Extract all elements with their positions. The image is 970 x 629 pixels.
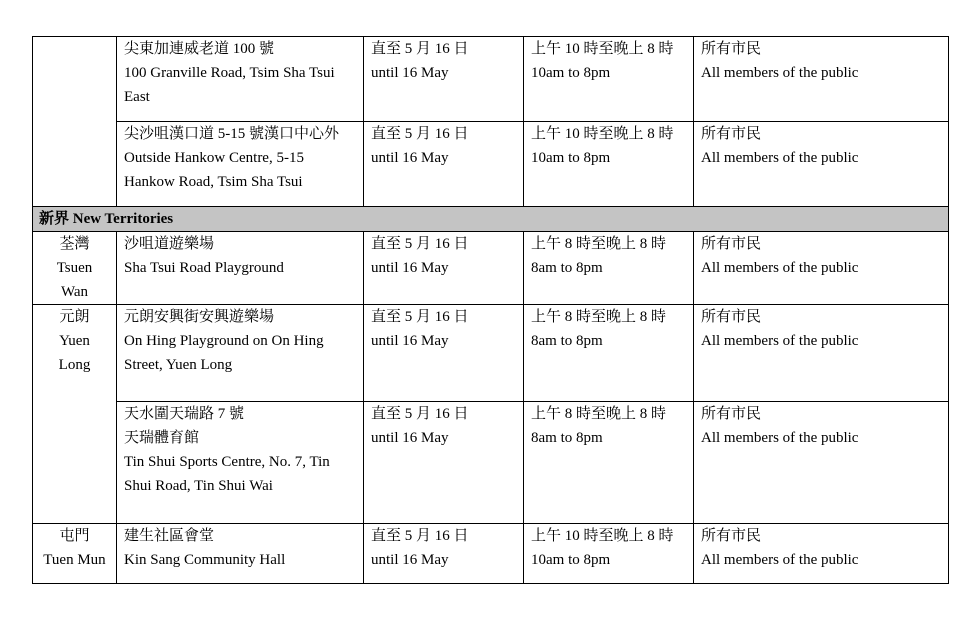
table-row <box>33 402 949 524</box>
table-row <box>33 524 949 584</box>
time-en: 10am to 8pm <box>531 552 611 568</box>
location-zh: 天瑞體育館 <box>124 430 200 446</box>
date-cell <box>364 524 524 584</box>
location-cell <box>117 305 364 402</box>
date-cell <box>364 122 524 207</box>
eligibility-en: All members of the public <box>701 150 859 166</box>
eligibility-zh: 所有市民 <box>701 126 762 142</box>
time-en: 8am to 8pm <box>531 260 603 276</box>
time-cell <box>524 305 694 402</box>
eligibility-cell <box>694 122 949 207</box>
location-en-line: East <box>124 89 150 105</box>
district-cell <box>33 305 117 524</box>
date-cell <box>364 402 524 524</box>
date-zh: 直至 5 月 16 日 <box>371 236 469 252</box>
date-zh: 直至 5 月 16 日 <box>371 309 469 325</box>
eligibility-en: All members of the public <box>701 65 859 81</box>
table-row <box>33 37 949 122</box>
time-zh: 上午 10 時至晚上 8 時 <box>531 528 674 544</box>
time-zh: 上午 8 時至晚上 8 時 <box>531 309 667 325</box>
time-cell <box>524 402 694 524</box>
district-en-line: Tuen Mun <box>43 552 106 568</box>
eligibility-cell <box>694 305 949 402</box>
table-row <box>33 122 949 207</box>
eligibility-zh: 所有市民 <box>701 406 762 422</box>
location-en-line: Hankow Road, Tsim Sha Tsui <box>124 174 303 190</box>
location-en-line: Kin Sang Community Hall <box>124 552 286 568</box>
location-zh: 尖沙咀漢口道 5-15 號漢口中心外 <box>124 126 339 142</box>
eligibility-en: All members of the public <box>701 333 859 349</box>
date-en: until 16 May <box>371 150 449 166</box>
time-zh: 上午 8 時至晚上 8 時 <box>531 406 667 422</box>
location-en-line: Sha Tsui Road Playground <box>124 260 284 276</box>
location-en-line: Tin Shui Sports Centre, No. 7, Tin <box>124 454 330 470</box>
location-en-line: 100 Granville Road, Tsim Sha Tsui <box>124 65 335 81</box>
eligibility-en: All members of the public <box>701 430 859 446</box>
date-en: until 16 May <box>371 260 449 276</box>
date-cell <box>364 232 524 305</box>
eligibility-zh: 所有市民 <box>701 41 762 57</box>
eligibility-zh: 所有市民 <box>701 236 762 252</box>
time-zh: 上午 8 時至晚上 8 時 <box>531 236 667 252</box>
date-cell <box>364 37 524 122</box>
date-zh: 直至 5 月 16 日 <box>371 41 469 57</box>
date-en: until 16 May <box>371 552 449 568</box>
location-cell <box>117 402 364 524</box>
location-en-line: Shui Road, Tin Shui Wai <box>124 478 273 494</box>
location-zh: 建生社區會堂 <box>124 528 215 544</box>
location-cell <box>117 232 364 305</box>
eligibility-en: All members of the public <box>701 552 859 568</box>
location-en-line: Outside Hankow Centre, 5-15 <box>124 150 304 166</box>
eligibility-cell <box>694 524 949 584</box>
date-cell <box>364 305 524 402</box>
time-cell <box>524 37 694 122</box>
location-zh: 天水圍天瑞路 7 號 <box>124 406 245 422</box>
table-row <box>33 232 949 305</box>
table-row <box>33 305 949 402</box>
district-zh: 荃灣 <box>59 236 90 252</box>
region-header-row <box>33 207 949 232</box>
district-cell <box>33 232 117 305</box>
eligibility-cell <box>694 402 949 524</box>
location-cell <box>117 524 364 584</box>
date-zh: 直至 5 月 16 日 <box>371 126 469 142</box>
district-en-line: Tsuen <box>56 260 93 276</box>
time-en: 8am to 8pm <box>531 333 603 349</box>
date-zh: 直至 5 月 16 日 <box>371 406 469 422</box>
time-zh: 上午 10 時至晚上 8 時 <box>531 126 674 142</box>
district-en-line: Long <box>58 357 91 373</box>
eligibility-zh: 所有市民 <box>701 309 762 325</box>
region-header: 新界 New Territories <box>33 207 949 232</box>
eligibility-zh: 所有市民 <box>701 528 762 544</box>
location-cell <box>117 122 364 207</box>
table-body <box>33 37 949 584</box>
district-zh: 屯門 <box>59 528 90 544</box>
location-zh: 尖東加連威老道 100 號 <box>124 41 275 57</box>
location-en-line: Street, Yuen Long <box>124 357 233 373</box>
time-en: 10am to 8pm <box>531 65 611 81</box>
eligibility-en: All members of the public <box>701 260 859 276</box>
location-en-line: On Hing Playground on On Hing <box>124 333 324 349</box>
location-zh: 元朗安興街安興遊樂場 <box>124 309 275 325</box>
time-cell <box>524 122 694 207</box>
date-en: until 16 May <box>371 430 449 446</box>
date-en: until 16 May <box>371 65 449 81</box>
time-cell <box>524 232 694 305</box>
schedule-table <box>32 36 949 584</box>
date-en: until 16 May <box>371 333 449 349</box>
time-en: 10am to 8pm <box>531 150 611 166</box>
date-zh: 直至 5 月 16 日 <box>371 528 469 544</box>
eligibility-cell <box>694 37 949 122</box>
district-cell <box>33 524 117 584</box>
location-cell <box>117 37 364 122</box>
time-cell <box>524 524 694 584</box>
district-zh: 元朗 <box>59 309 90 325</box>
location-zh: 沙咀道遊樂場 <box>124 236 215 252</box>
district-en-line: Wan <box>60 284 89 300</box>
time-zh: 上午 10 時至晚上 8 時 <box>531 41 674 57</box>
district-en-line: Yuen <box>59 333 90 349</box>
eligibility-cell <box>694 232 949 305</box>
district-cell <box>33 37 117 207</box>
time-en: 8am to 8pm <box>531 430 603 446</box>
